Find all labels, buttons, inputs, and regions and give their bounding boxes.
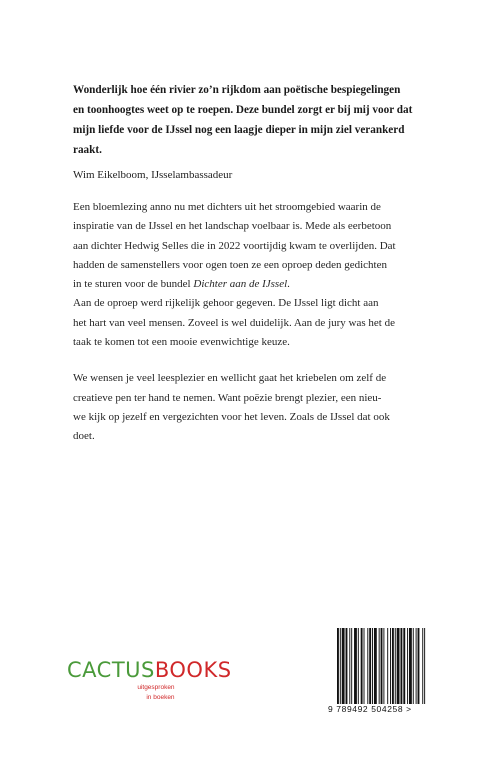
quote-line: en toonhoogtes weet op te roepen. Deze bundel zorgt er bij mij voor dat xyxy=(73,104,413,116)
tagline-line: in boeken xyxy=(146,694,175,701)
book-title: Dichter aan de IJssel xyxy=(193,278,288,291)
blurb-line: doet. xyxy=(73,430,95,443)
blurb-paragraph-1 xyxy=(73,198,433,294)
publisher-name xyxy=(67,657,232,683)
publisher-tagline xyxy=(67,683,232,703)
blurb-line: hadden de samenstellers voor ogen toen ze een oproep deden gedichten xyxy=(73,258,387,271)
quote-line: mijn liefde voor de IJssel nog een laagje dieper in mijn ziel verankerd xyxy=(73,124,405,136)
quote-attribution: Wim Eikelboom, IJsselambassadeur xyxy=(73,169,233,181)
blurb-text xyxy=(73,198,433,464)
barcode-icon xyxy=(336,628,428,704)
blurb-line: het hart van veel mensen. Zoveel is wel duidelijk. Aan de jury was het de xyxy=(73,316,395,329)
quote-text xyxy=(73,80,433,160)
isbn-barcode xyxy=(328,628,436,720)
blurb-punctuation: . xyxy=(287,278,290,291)
blurb-line: Aan de oproep werd rijkelijk gehoor gegeven. De IJssel ligt dicht aan xyxy=(73,297,379,310)
quote-line: raakt. xyxy=(73,144,102,156)
publisher-logo xyxy=(67,657,232,703)
publisher-name-books: BOOKS xyxy=(154,658,232,682)
blurb-line: we kijk op jezelf en vergezichten voor het leven. Zoals de IJssel dat ook xyxy=(73,410,390,423)
isbn-number: 9 789492 504258 > xyxy=(328,704,412,714)
blurb-line: Een bloemlezing anno nu met dichters uit het stroomgebied waarin de xyxy=(73,201,381,213)
blurb-line: aan dichter Hedwig Selles die in 2022 voortijdig kwam te overlijden. Dat xyxy=(73,239,396,252)
back-cover-quote xyxy=(73,80,433,184)
blurb-line: taak te komen tot een mooie evenwichtige keuze. xyxy=(73,336,290,349)
quote-line: Wonderlijk hoe één rivier zo’n rijkdom aan poëtische bespiegelingen xyxy=(73,84,401,96)
blurb-line: inspiratie van de IJssel en het landschap voelbaar is. Mede als eerbetoon xyxy=(73,220,392,233)
blurb-paragraph-3 xyxy=(73,369,433,446)
blurb-line: We wensen je veel leesplezier en wellicht gaat het kriebelen om zelf de xyxy=(73,372,387,385)
publisher-name-cactus: CACTUS xyxy=(67,658,155,682)
blurb-line: creatieve pen ter hand te nemen. Want poëzie brengt plezier, een nieu- xyxy=(73,391,382,404)
blurb-paragraph-2 xyxy=(73,294,433,352)
tagline-line: uitgesproken xyxy=(137,684,175,691)
blurb-line: in te sturen voor de bundel xyxy=(73,278,194,291)
